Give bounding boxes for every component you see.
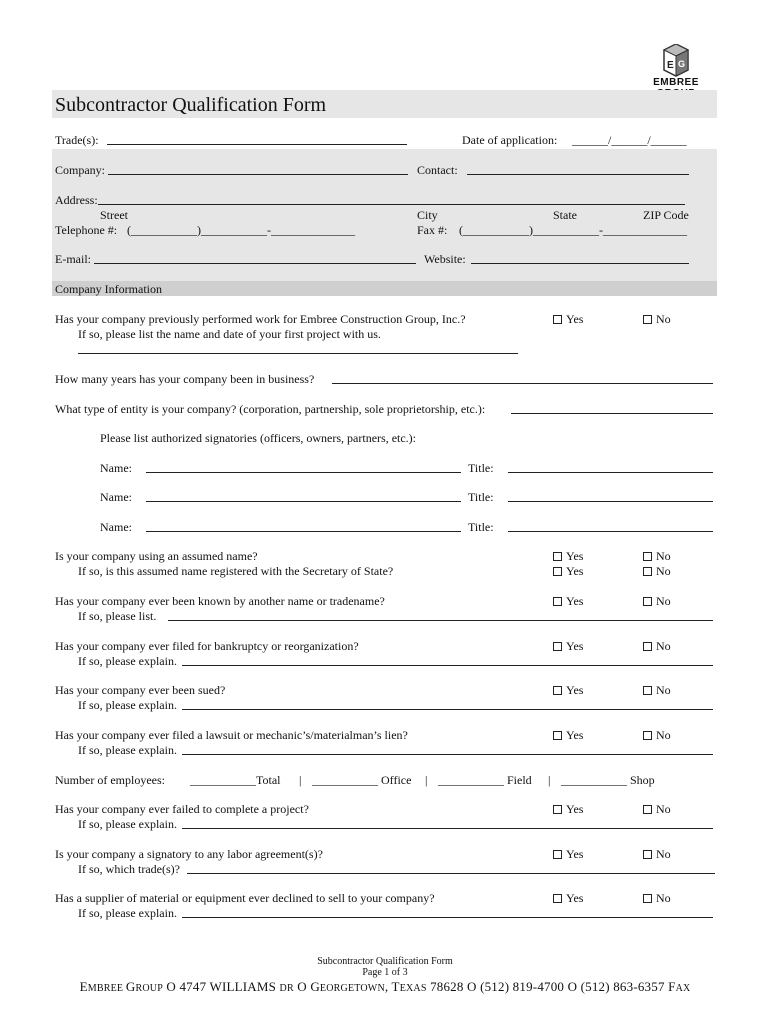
separator: |	[425, 773, 428, 787]
company-input[interactable]	[108, 174, 408, 175]
date-label: Date of application:	[462, 133, 558, 147]
state-caption: State	[553, 208, 577, 222]
q4-text: Is your company using an assumed name?	[55, 549, 258, 563]
circle-separator-icon: O	[567, 979, 578, 994]
signatories-text: Please list authorized signatories (officers, owners, partners, etc.):	[100, 431, 417, 445]
q5-text: Has your company ever been known by another name or tradename?	[55, 594, 385, 608]
checkbox-icon[interactable]	[643, 552, 652, 561]
q1-input[interactable]	[78, 353, 518, 354]
contact-input[interactable]	[467, 174, 689, 175]
svg-text:E: E	[667, 60, 674, 71]
name-label-2: Name:	[100, 490, 132, 504]
q1-yes[interactable]: Yes	[553, 312, 583, 326]
q10-sub: If so, which trade(s)?	[78, 862, 180, 876]
q6-input[interactable]	[182, 665, 713, 666]
q5-no[interactable]: No	[643, 594, 671, 608]
checkbox-icon[interactable]	[643, 805, 652, 814]
logo-text: EMBREE	[653, 77, 699, 88]
checkbox-icon[interactable]	[553, 315, 562, 324]
footer-page-number: Page 1 of 3	[362, 967, 408, 978]
q8-text: Has your company ever filed a lawsuit or mechanic’s/materialman’s lien?	[55, 728, 408, 742]
checkbox-icon[interactable]	[643, 850, 652, 859]
q4-sub-yes[interactable]: Yes	[553, 564, 583, 578]
q9-no[interactable]: No	[643, 802, 671, 816]
q6-sub: If so, please explain.	[78, 654, 177, 668]
embree-cube-icon	[636, 44, 716, 78]
q8-sub: If so, please explain.	[78, 743, 177, 757]
q3-input[interactable]	[511, 413, 713, 414]
email-label: E-mail:	[55, 252, 91, 266]
q8-no[interactable]: No	[643, 728, 671, 742]
q2-input[interactable]	[332, 383, 713, 384]
q7-no[interactable]: No	[643, 683, 671, 697]
checkbox-icon[interactable]	[643, 642, 652, 651]
telephone-label: Telephone #:	[55, 223, 118, 237]
checkbox-icon[interactable]	[553, 597, 562, 606]
contact-label: Contact:	[417, 163, 458, 177]
q7-text: Has your company ever been sued?	[55, 683, 226, 697]
name-label-1: Name:	[100, 461, 132, 475]
fax-input[interactable]: (___________)___________-______________	[459, 223, 687, 237]
q9-yes[interactable]: Yes	[553, 802, 583, 816]
title-input-1[interactable]	[508, 472, 713, 473]
city-caption: City	[417, 208, 438, 222]
q4-sub: If so, is this assumed name registered with the Secretary of State?	[78, 564, 394, 578]
checkbox-icon[interactable]	[643, 894, 652, 903]
checkbox-icon[interactable]	[643, 567, 652, 576]
circle-separator-icon: O	[467, 979, 477, 994]
telephone-input[interactable]: (___________)___________-______________	[127, 223, 355, 237]
checkbox-icon[interactable]	[553, 731, 562, 740]
q5-sub: If so, please list.	[78, 609, 157, 623]
q10-yes[interactable]: Yes	[553, 847, 583, 861]
checkbox-icon[interactable]	[643, 597, 652, 606]
checkbox-icon[interactable]	[553, 850, 562, 859]
email-input[interactable]	[94, 263, 416, 264]
employees-office-input[interactable]: ___________ Office	[312, 773, 412, 787]
svg-text:G: G	[678, 59, 686, 69]
checkbox-icon[interactable]	[553, 805, 562, 814]
name-input-2[interactable]	[146, 501, 461, 502]
date-input[interactable]: ______/______/______	[572, 133, 687, 147]
footer-form-name: Subcontractor Qualification Form	[317, 956, 453, 967]
q4-sub-no[interactable]: No	[643, 564, 671, 578]
q11-text: Has a supplier of material or equipment ever declined to sell to your company?	[55, 891, 435, 905]
embree-group-logo	[636, 44, 716, 90]
form-title: Subcontractor Qualification Form	[55, 94, 327, 116]
checkbox-icon[interactable]	[643, 686, 652, 695]
checkbox-icon[interactable]	[643, 731, 652, 740]
separator: |	[548, 773, 551, 787]
title-label-3: Title:	[468, 520, 494, 534]
q9-sub: If so, please explain.	[78, 817, 177, 831]
q9-text: Has your company ever failed to complete a project?	[55, 802, 309, 816]
q4-no[interactable]: No	[643, 549, 671, 563]
name-input-1[interactable]	[146, 472, 461, 473]
q1-no[interactable]: No	[643, 312, 671, 326]
q7-input[interactable]	[182, 709, 713, 710]
address-input[interactable]	[98, 204, 685, 205]
q6-text: Has your company ever filed for bankruptcy or reorganization?	[55, 639, 359, 653]
checkbox-icon[interactable]	[553, 686, 562, 695]
checkbox-icon[interactable]	[553, 567, 562, 576]
street-caption: Street	[100, 208, 128, 222]
q2-text: How many years has your company been in business?	[55, 372, 315, 386]
q4-yes[interactable]: Yes	[553, 549, 583, 563]
trades-label: Trade(s):	[55, 133, 99, 147]
q11-no[interactable]: No	[643, 891, 671, 905]
name-input-3[interactable]	[146, 531, 461, 532]
title-label-1: Title:	[468, 461, 494, 475]
q9-input[interactable]	[182, 828, 713, 829]
q8-yes[interactable]: Yes	[553, 728, 583, 742]
q11-input[interactable]	[182, 917, 713, 918]
footer-address-line: EMBREE GROUP O 4747 WILLIAMS DR O GEORGETOWN, TEXAS 78628 O (512) 819-4700 O (512) 863-6357 FAX	[79, 979, 691, 994]
q10-no[interactable]: No	[643, 847, 671, 861]
q6-no[interactable]: No	[643, 639, 671, 653]
q10-text: Is your company a signatory to any labor agreement(s)?	[55, 847, 323, 861]
checkbox-icon[interactable]	[553, 642, 562, 651]
employees-shop-input[interactable]: ___________ Shop	[561, 773, 655, 787]
title-input-2[interactable]	[508, 501, 713, 502]
q8-input[interactable]	[182, 754, 713, 755]
q5-yes[interactable]: Yes	[553, 594, 583, 608]
checkbox-icon[interactable]	[553, 552, 562, 561]
q1-sub: If so, please list the name and date of your first project with us.	[78, 327, 381, 341]
title-label-2: Title:	[468, 490, 494, 504]
employees-total-input[interactable]: ___________Total	[190, 773, 281, 787]
checkbox-icon[interactable]	[553, 894, 562, 903]
trades-input[interactable]	[107, 144, 407, 145]
website-input[interactable]	[471, 263, 689, 264]
q11-sub: If so, please explain.	[78, 906, 177, 920]
separator: |	[299, 773, 302, 787]
q6-yes[interactable]: Yes	[553, 639, 583, 653]
section-company-information: Company Information	[55, 282, 162, 296]
q5-input[interactable]	[168, 620, 713, 621]
q7-yes[interactable]: Yes	[553, 683, 583, 697]
q11-yes[interactable]: Yes	[553, 891, 583, 905]
zip-caption: ZIP Code	[643, 208, 689, 222]
company-label: Company:	[55, 163, 105, 177]
circle-separator-icon: O	[166, 979, 177, 994]
fax-label: Fax #:	[417, 223, 448, 237]
q10-input[interactable]	[187, 873, 715, 874]
q7-sub: If so, please explain.	[78, 698, 177, 712]
employees-label: Number of employees:	[55, 773, 165, 787]
circle-separator-icon: O	[297, 979, 307, 994]
employees-field-input[interactable]: ___________ Field	[438, 773, 532, 787]
contact-shade	[52, 149, 717, 294]
q3-text: What type of entity is your company? (corporation, partnership, sole proprietorship, etc.):	[55, 402, 486, 416]
title-input-3[interactable]	[508, 531, 713, 532]
address-label: Address:	[55, 193, 98, 207]
name-label-3: Name:	[100, 520, 132, 534]
website-label: Website:	[424, 252, 466, 266]
checkbox-icon[interactable]	[643, 315, 652, 324]
q1-text: Has your company previously performed work for Embree Construction Group, Inc.?	[55, 312, 466, 326]
